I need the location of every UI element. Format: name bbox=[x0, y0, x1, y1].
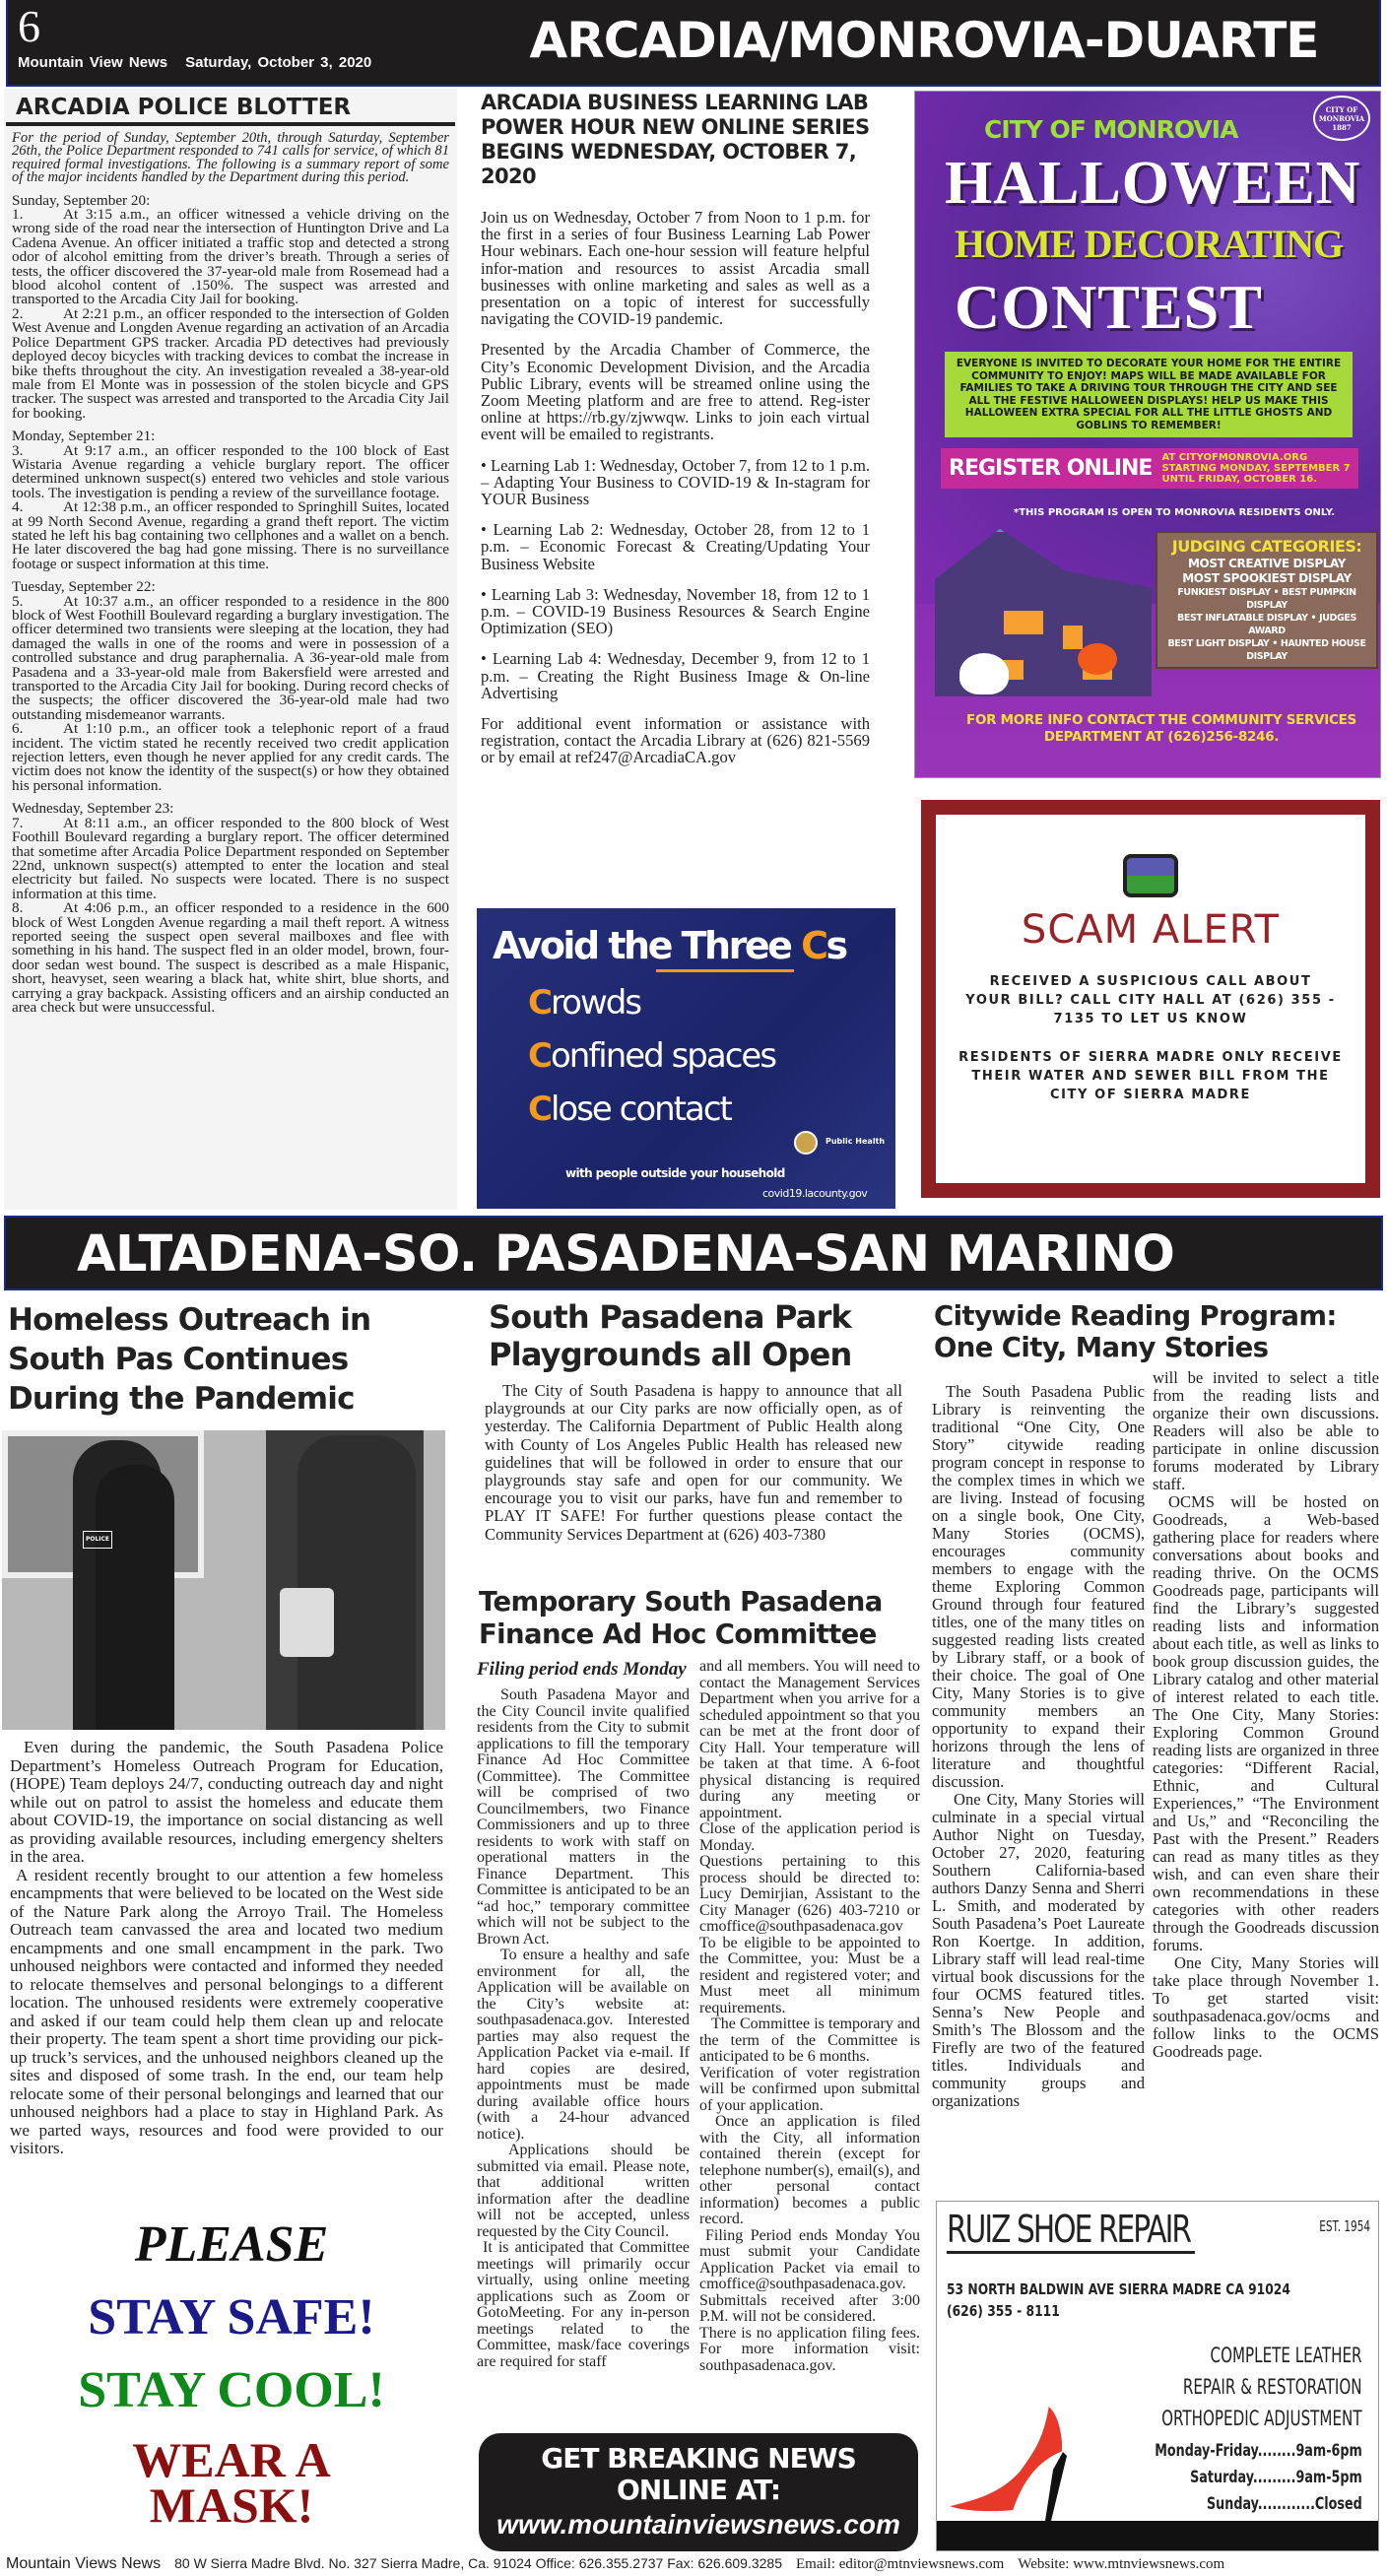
blotter-item bbox=[12, 208, 449, 307]
services bbox=[1162, 2340, 1362, 2434]
day-heading: Sunday, September 20: bbox=[12, 191, 151, 209]
ad-banner: EVERYONE IS INVITED TO DECORATE YOUR HOME FOR THE ENTIRE COMMUNITY TO ENJOY! MAPS WILL BE MADE AVAILABLE FOR FAMILIES TO TAKE A DRIVING TOUR THROUGH THE CITY AND SEE ALL THE FESTIVE HALLOWEEN DISPLAYS! HELP US MAKE THIS HALLOWEEN EXTRA SPECIAL FOR ALL THE LITTLE GHOSTS AND GOBLINS TO REMEMBER! bbox=[945, 352, 1353, 437]
article-column bbox=[932, 1383, 1145, 2110]
item-number: 7. bbox=[12, 814, 24, 831]
ad-subtitle: with people outside your household bbox=[565, 1166, 785, 1180]
footer-paper: Mountain Views News bbox=[6, 2555, 162, 2572]
list-item: • Learning Lab 2: Wednesday, October 28, from 12 to 1 p.m. – Economic Forecast & Creating/Updating Your Business Website bbox=[481, 520, 870, 573]
page-number: 6 bbox=[18, 1, 40, 51]
blotter-item bbox=[12, 722, 449, 793]
section-title: ALTADENA-SO. PASADENA-SAN MARINO bbox=[4, 1216, 1383, 1290]
hours-row: Sunday............Closed bbox=[1207, 2494, 1362, 2514]
paragraph: Questions pertaining to this process should be directed to: Lucy Demirjian, Assistant to the City Manager (626) 403-7210 or cmoffice@southpasadenaca.gov bbox=[699, 1853, 920, 1935]
paragraph: and all members. You will need to contact the Management Services Department when you arrive for a scheduled appointment so that you can be met at the front door of City Hall. Your temperature will be taken at that time. A 6-foot physical distancing is required during any meeting or appointment. bbox=[699, 1658, 920, 1821]
monrovia-seal-icon: CITY OF MONROVIA 1887 bbox=[1313, 96, 1370, 141]
ad-title-1: HALLOWEEN bbox=[945, 150, 1361, 217]
paragraph: It is anticipated that Committee meetings will primarily occur virtually, using online meeting applications such as Zoom or GotoMeeting. For any in-person meetings related to the Committee, mask/face coverings are required for staff bbox=[477, 2239, 690, 2370]
article-headline: Homeless Outreach in South Pas Continues During the Pandemic bbox=[8, 1302, 371, 1417]
ruiz-shoe-repair-ad bbox=[936, 2201, 1379, 2551]
business-contact bbox=[947, 2279, 1290, 2322]
item-number: 2. bbox=[12, 304, 24, 322]
service: ORTHOPEDIC ADJUSTMENT bbox=[1161, 2407, 1362, 2430]
ad-city: CITY OF MONROVIA bbox=[984, 115, 1238, 144]
c-word: rowds bbox=[550, 983, 641, 1023]
ad-contact: FOR MORE INFO CONTACT THE COMMUNITY SERVICES DEPARTMENT AT (626)256-8246. bbox=[966, 712, 1356, 745]
safety-line: STAY SAFE! bbox=[88, 2289, 375, 2345]
ad-title bbox=[493, 924, 846, 967]
footer-email[interactable]: Email: editor@mtnviewsnews.com bbox=[796, 2556, 1005, 2572]
register-detail: AT CITYOFMONROVIA.ORG STARTING MONDAY, SEPTEMBER 7 UNTIL FRIDAY, OCTOBER 16. bbox=[1161, 452, 1351, 485]
blotter-title: ARCADIA POLICE BLOTTER bbox=[6, 89, 455, 126]
c-item bbox=[528, 983, 640, 1023]
sierra-madre-seal-icon bbox=[1123, 854, 1178, 897]
paragraph: One City, Many Stories will culminate in a special virtual Author Night on Tuesday, October 27, 2020, featuring Southern California-based authors Danzy Senna and Sherri L. Smith, and moderated by South Pasadena’s Poet Laureate Ron Koertge. In addition, Library staff will lead real-time virtual book discussions for the four OCMS featured titles. Senna’s New People and Smith’s The Blossom and the Firefly are two of the featured titles. Individuals and community groups and organizations bbox=[932, 1790, 1145, 2110]
c-word: lose contact bbox=[550, 1090, 731, 1129]
service: COMPLETE LEATHER bbox=[1210, 2344, 1362, 2367]
hours-row: Monday-Friday........9am-6pm bbox=[1155, 2441, 1362, 2461]
paragraph: Even during the pandemic, the South Pasadena Police Department’s Homeless Outreach Program for Education, (HOPE) Team deploys 24/7, conducting outreach day and night while out on patrol to assist the homeless and educate them about COVID-19, the importance on social distancing as well as providing available resources, including emergency shelters in the area. bbox=[10, 1738, 443, 1866]
ad-title-2: HOME DECORATING bbox=[955, 222, 1344, 266]
ad-url: covid19.lacounty.gov bbox=[762, 1187, 868, 1200]
item-number: 3. bbox=[12, 441, 24, 459]
paragraph: OCMS will be hosted on Goodreads, a Web-based gathering place for readers where conversations about books and reading thrive. On the OCMS Goodreads page, participants will find the Library’s suggested reading lists and information about each title, as well as links to book group discussion guides, the Library catalog and other material of interest related to each title. The One City, Many Stories: Exploring Common Ground reading lists are organized in three categories: “Different Racial, Ethnic, and Cultural Experiences,” “The Environment and Us,” and “Reconciling the Past with the Present.” Readers can read as many titles as they wish, and can even share their own recommendations in these categories with other readers through the Goodreads discussion forums. bbox=[1153, 1492, 1379, 1954]
item-number: 1. bbox=[12, 206, 24, 224]
page-footer bbox=[6, 2555, 1385, 2573]
blotter-item bbox=[12, 304, 449, 422]
category: BEST INFLATABLE DISPLAY • JUDGES AWARD bbox=[1177, 613, 1356, 636]
title-c: C bbox=[801, 924, 826, 967]
blotter-item bbox=[12, 441, 449, 501]
judging-sign bbox=[1156, 531, 1378, 669]
breaking-news-ad bbox=[479, 2433, 918, 2551]
item-number: 4. bbox=[12, 498, 24, 516]
paragraph: To be eligible to be appointed to the Committee, you: Must be a resident and registered voter; and Must meet all minimum requirements. bbox=[699, 1934, 920, 2016]
article-body: The City of South Pasadena is happy to announce that all playgrounds at our City parks are now officially open, as of yesterday. The California Department of Public Health along with County of Los Angeles Public Health has released new guidelines that will be followed in order to ensure that our playgrounds stay safe and open for our community. We encourage you to visit our parks, have fun and remember to PLAY IT SAFE! For further questions please contact the Community Services Department at (626) 403-7380 bbox=[485, 1381, 902, 1544]
business-lab-article bbox=[481, 91, 870, 780]
high-heel-shoe-icon bbox=[945, 2403, 1073, 2526]
paragraph: There is no application filing fees. For more information visit: southpasadenaca.gov. bbox=[699, 2324, 920, 2374]
blotter-item bbox=[12, 901, 449, 1015]
list-item: • Learning Lab 3: Wednesday, November 18, from 12 to 1 p.m. – COVID-19 Business Resources & Search Engine Optimization (SEO) bbox=[481, 584, 870, 638]
article-kicker: Filing period ends Monday bbox=[477, 1659, 687, 1680]
scam-line: RESIDENTS OF SIERRA MADRE ONLY RECEIVE THEIR WATER AND SEWER BILL FROM THE CITY OF SIERRA MADRE bbox=[958, 1050, 1343, 1102]
underline bbox=[656, 969, 794, 972]
hours-row: Saturday.........9am-5pm bbox=[1190, 2468, 1362, 2487]
paragraph: South Pasadena Mayor and the City Council invite qualified residents from the City to submit applications to fill the temporary Finance Ad Hoc Committee (Committee). The Committee will be comprised of two Councilmembers, two Finance Commissioners and up to three residents to work with staff on operational matters in the Finance Department. This Committee is anticipated to be an “ad hoc,” temporary committee which will not be subject to the Brown Act. bbox=[477, 1686, 690, 1948]
article-column bbox=[1153, 1369, 1379, 2061]
blotter-item bbox=[12, 592, 449, 723]
article-headline: Citywide Reading Program: One City, Many Stories bbox=[934, 1300, 1337, 1363]
county-seal-icon bbox=[794, 1131, 818, 1155]
business-name: RUIZ SHOE REPAIR bbox=[947, 2208, 1195, 2254]
paragraph: will be invited to select a title from the reading lists and organize their own discussions. Readers will also be able to participate in online discussion forums moderated by Library staff. bbox=[1153, 1368, 1379, 1493]
c-letter: C bbox=[528, 1036, 551, 1076]
c-letter: C bbox=[528, 983, 551, 1023]
agency-logo: Public Health bbox=[826, 1137, 886, 1146]
safety-message bbox=[0, 2216, 463, 2533]
item-number: 8. bbox=[12, 899, 24, 917]
day-heading: Tuesday, September 22: bbox=[12, 578, 156, 596]
established-year: EST. 1954 bbox=[1319, 2217, 1370, 2235]
c-item bbox=[528, 1090, 731, 1129]
title-s: s bbox=[826, 924, 846, 967]
item-number: 5. bbox=[12, 592, 24, 610]
day-heading: Wednesday, September 23: bbox=[12, 800, 174, 818]
paper-name: Mountain View News bbox=[18, 54, 168, 71]
item-text: At 2:21 p.m., an officer responded to the intersection of Golden West Avenue and Longden Avenue regarding an activation of an Arcadia Police Department GPS tracker. Arcadia PD detectives had previously deployed decoy bicycles with tracking devices to combat the increase in bike thefts throughout the city. An investigation revealed a 38-year-old male from El Monte was in possession of the stolen bicycle and GPS tracker. The suspect was arrested and transported to the Arcadia City Jail for booking. bbox=[12, 304, 449, 422]
category: MOST SPOOKIEST DISPLAY bbox=[1182, 571, 1352, 585]
scam-alert-ad bbox=[921, 800, 1380, 1198]
safety-line: PLEASE bbox=[134, 2216, 329, 2273]
blotter-day bbox=[12, 802, 449, 1015]
paragraph: Verification of voter registration will be confirmed upon submittal of your application. bbox=[699, 2064, 920, 2114]
skull-icon bbox=[959, 653, 1009, 694]
ad-line: ONLINE AT: bbox=[616, 2474, 781, 2506]
ad-note: *THIS PROGRAM IS OPEN TO MONROVIA RESIDENTS ONLY. bbox=[1014, 507, 1336, 518]
paragraph: Applications should be submitted via email. Please note, that additional written information after the deadline will not be accepted, unless requested by the City Council. bbox=[477, 2142, 690, 2240]
three-cs-ad bbox=[477, 908, 895, 1209]
blotter-day bbox=[12, 580, 449, 793]
paragraph: The Committee is temporary and the term of the Committee is anticipated to be 6 months. bbox=[699, 2015, 920, 2065]
paragraph: For additional event information or assistance with registration, contact the Arcadia Library at (626) 821-5569 or by email at ref247@ArcadiaCA.gov bbox=[481, 714, 870, 767]
paragraph: Once an application is filed with the City, all information contained therein (except for telephone number(s), email(s), and other personal contact information) becomes a public record. bbox=[699, 2113, 920, 2227]
floor-band bbox=[937, 2521, 1378, 2550]
day-heading: Monday, September 21: bbox=[12, 428, 156, 445]
paragraph: To ensure a healthy and safe environment for all, the Application will be available on the City’s website at: southpasadenaca.gov. Interested parties may also request the Application Packet via e-mail. If hard copies are desired, appointments must be made during available office hours (with a 24-hour advanced notice). bbox=[477, 1947, 690, 2143]
paragraph: Join us on Wednesday, October 7 from Noon to 1 p.m. for the first in a series of four Business Learning Lab Power Hour webinars. Each one-hour session will feature helpful infor-mation and resources to assist Arcadia small businesses with online marketing and sales as well as a presentation on a topic of interest for successfully navigating the COVID-19 pandemic. bbox=[481, 208, 870, 329]
judging-title: JUDGING CATEGORIES: bbox=[1171, 537, 1362, 556]
phone: (626) 355 - 8111 bbox=[947, 2302, 1060, 2320]
c-letter: C bbox=[528, 1090, 551, 1129]
scam-title: SCAM ALERT bbox=[1021, 907, 1281, 953]
halloween-contest-ad bbox=[914, 91, 1381, 778]
item-text: At 9:17 a.m., an officer responded to the 100 block of East Wistaria Avenue regarding a vehicle burglary report. The officer determined unknown suspect(s) entered two vehicles and stole various tools. The investigation is pending a review of the surveillance footage. bbox=[12, 441, 449, 501]
paragraph: Filing Period ends Monday You must submit your Candidate Application Packet via email to cmoffice@southpasadenaca.gov. Submittals received after 3:00 P.M. will not be considered. bbox=[699, 2226, 920, 2325]
safety-line: WEAR A MASK! bbox=[132, 2432, 331, 2533]
paragraph: One City, Many Stories will take place through November 1. To get started visit: southpasadenaca.gov/ocms and follow links to the OCMS Goodreads page. bbox=[1153, 1953, 1379, 2061]
paragraph: The South Pasadena Public Library is reinventing the traditional “One City, One Story” citywide reading program concept in response to the complex times in which we are living. Instead of focusing on a single book, One City, Many Stories (OCMS), encourages community members to engage with the theme Exploring Common Ground through four featured titles, one of the many titles on suggested reading lists created by Library staff, or a book of their choice. The goal of One City, Many Stories is to give community members an opportunity to expand their horizons through the lens of literature and thoughtful discussion. bbox=[932, 1382, 1145, 1791]
list-item: • Learning Lab 1: Wednesday, October 7, from 12 to 1 p.m. – Adapting Your Business to COVID-19 & In-stagram for YOUR Business bbox=[481, 455, 870, 509]
police-blotter bbox=[4, 89, 457, 1210]
article-headline: ARCADIA BUSINESS LEARNING LAB POWER HOUR NEW ONLINE SERIES BEGINS WEDNESDAY, OCTOBER 7, 2020 bbox=[481, 91, 870, 188]
blotter-item bbox=[12, 500, 449, 571]
category: FUNKIEST DISPLAY • BEST PUMPKIN DISPLAY bbox=[1177, 587, 1356, 611]
masthead bbox=[18, 54, 389, 71]
blotter-day bbox=[12, 429, 449, 571]
blotter-item bbox=[12, 814, 449, 902]
category: MOST CREATIVE DISPLAY bbox=[1188, 557, 1346, 570]
article-photo bbox=[2, 1430, 445, 1730]
blotter-intro: For the period of Sunday, September 20th, through Saturday, September 26th, the Police Department responded to 741 calls for service, of which 81 required formal investigations. The following is a summary report of some of the major incidents handled by the Department during this period. bbox=[12, 130, 449, 186]
title-text: Avoid the Three bbox=[493, 924, 802, 967]
article-column bbox=[699, 1659, 920, 2374]
pumpkin-icon bbox=[1078, 643, 1117, 675]
footer-website[interactable]: Website: www.mtnviewsnews.com bbox=[1018, 2556, 1225, 2572]
ad-title-3: CONTEST bbox=[955, 272, 1263, 342]
footer-address: 80 W Sierra Madre Blvd. No. 327 Sierra Madre, Ca. 91024 Office: 626.355.2737 Fax: 626.609.3285 bbox=[174, 2555, 782, 2571]
address: 53 NORTH BALDWIN AVE SIERRA MADRE CA 91024 bbox=[947, 2280, 1290, 2298]
register-label: REGISTER ONLINE bbox=[949, 456, 1153, 481]
service: REPAIR & RESTORATION bbox=[1183, 2375, 1362, 2399]
article-column bbox=[477, 1659, 690, 2370]
item-text: At 1:10 p.m., an officer took a telephonic report of a fraud incident. The victim stated he recently received two credit application rejection letters, even though he never applied for any credit cards. The victim does not know the identity of the suspect(s) or how they obtained his personal information. bbox=[12, 720, 449, 794]
article-headline: Temporary South Pasadena Finance Ad Hoc Committee bbox=[479, 1586, 883, 1650]
article-body bbox=[10, 1739, 443, 2158]
item-text: At 4:06 p.m., an officer responded to a residence in the 600 block of West Longden Avenue regarding a mail theft report. A witness reported seeing the suspect open several mailboxes and flee with something in his hand. The suspect fled in an older model, brown, four-door sedan west bound. The suspect is described as a male Hispanic, short, heavyset, seen wearing a black hat, white shirt, blue shorts, and carrying a gray backpack. Assisting officers and an airship conducted an area check but were unsuccessful. bbox=[12, 899, 449, 1016]
section-title: ARCADIA/MONROVIA-DUARTE bbox=[529, 12, 1319, 69]
category: BEST LIGHT DISPLAY • HAUNTED HOUSE DISPLAY bbox=[1167, 638, 1366, 662]
hours bbox=[1155, 2438, 1362, 2518]
item-number: 6. bbox=[12, 720, 24, 738]
paragraph: Close of the application period is Monday. bbox=[699, 1820, 920, 1854]
item-text: At 8:11 a.m., an officer responded to the 800 block of West Foothill Boulevard regarding a burglary report. The officer determined that sometime after Arcadia Police Department responded on September 22nd, unknown suspect(s) attempted to enter the location and steal electricity but failed. No suspects were located. There is no suspect information at this time. bbox=[12, 814, 449, 902]
website-link[interactable]: www.mountainviewsnews.com bbox=[496, 2509, 900, 2540]
blotter-day bbox=[12, 191, 449, 422]
paragraph: Presented by the Arcadia Chamber of Commerce, the City’s Economic Development Division, and the Arcadia Public Library, events will be streamed online using the Zoom Meeting platform and are free to attend. Reg-ister online at https://rb.gy/zjwwqw. Links to join each virtual event will be emailed to registrants. bbox=[481, 340, 870, 444]
scam-line: RECEIVED A SUSPICIOUS CALL ABOUT YOUR BILL? CALL CITY HALL AT (626) 355 - 7135 TO LET US KNOW bbox=[965, 974, 1336, 1026]
c-item bbox=[528, 1036, 775, 1076]
register-banner bbox=[941, 448, 1358, 489]
item-text: At 10:37 a.m., an officer responded to a residence in the 800 block of West Foothill Boulevard regarding a burglary investigation. The officer determined two transients were sleeping at the location, they had damaged the walls in one of the rooms and were in possession of a controlled substance and drug paraphernalia. A 36-year-old male from Pasadena and a 33-year-old male from Bakersfield were arrested and transported to the Arcadia City Jail for booking. During record checks of the suspects; the officer discovered the 36-year-old male had two outstanding misdemeanor warrants. bbox=[12, 592, 449, 723]
paragraph: A resident recently brought to our attention a few homeless encampments that were believed to be located on the West side of the Nature Park along the Arroyo Trail. The Homeless Outreach team canvassed the area and located two medium encampments and one small encampment in the park. Two unhoused neighbors were contacted and informed they needed to relocate themselves and personal belongings to a different location. The unhoused residents were extremely cooperative and asked if our team could help them clean up and relocate their property. The team spent a short time providing our pick-up truck’s services, and the unhoused neighbors cleaned up the sites and disposed of some trash. In the end, our team help relocate some of their personal belongings and learned that our unhoused neighbors had a place to stay in Highland Park. As we parted ways, resources and food were provided to our visitors. bbox=[10, 1865, 443, 2157]
issue-date: Saturday, October 3, 2020 bbox=[185, 54, 372, 71]
safety-line: STAY COOL! bbox=[78, 2362, 385, 2418]
page-header bbox=[6, 0, 1381, 87]
item-text: At 12:38 p.m., an officer responded to Springhill Suites, located at 99 North Second Avenue, regarding a grand theft report. The victim stated he left his bag containing two cellphones and a wallet on a bench. He later discovered the bag had gone missing. There is no surveillance footage or suspect information at this time. bbox=[12, 498, 449, 572]
list-item: • Learning Lab 4: Wednesday, December 9, from 12 to 1 p.m. – Creating the Right Business Image & On-line Advertising bbox=[481, 649, 870, 702]
article-headline: South Pasadena Park Playgrounds all Open bbox=[489, 1298, 852, 1373]
ad-line: GET BREAKING NEWS bbox=[541, 2442, 856, 2475]
police-badge: POLICE bbox=[83, 1531, 112, 1549]
c-word: onfined spaces bbox=[550, 1036, 776, 1076]
item-text: At 3:15 a.m., an officer witnessed a vehicle driving on the wrong side of the road near the intersection of Huntington Drive and La Cadena Avenue. An officer initiated a traffic stop and detected a strong odor of alcohol emitting from the driver’s breath. Through a series of tests, the officer discovered the 37-year-old male from Rosemead had a blood alcohol content of .150%. The suspect was arrested and transported to the Arcadia City Jail for booking. bbox=[12, 206, 449, 308]
